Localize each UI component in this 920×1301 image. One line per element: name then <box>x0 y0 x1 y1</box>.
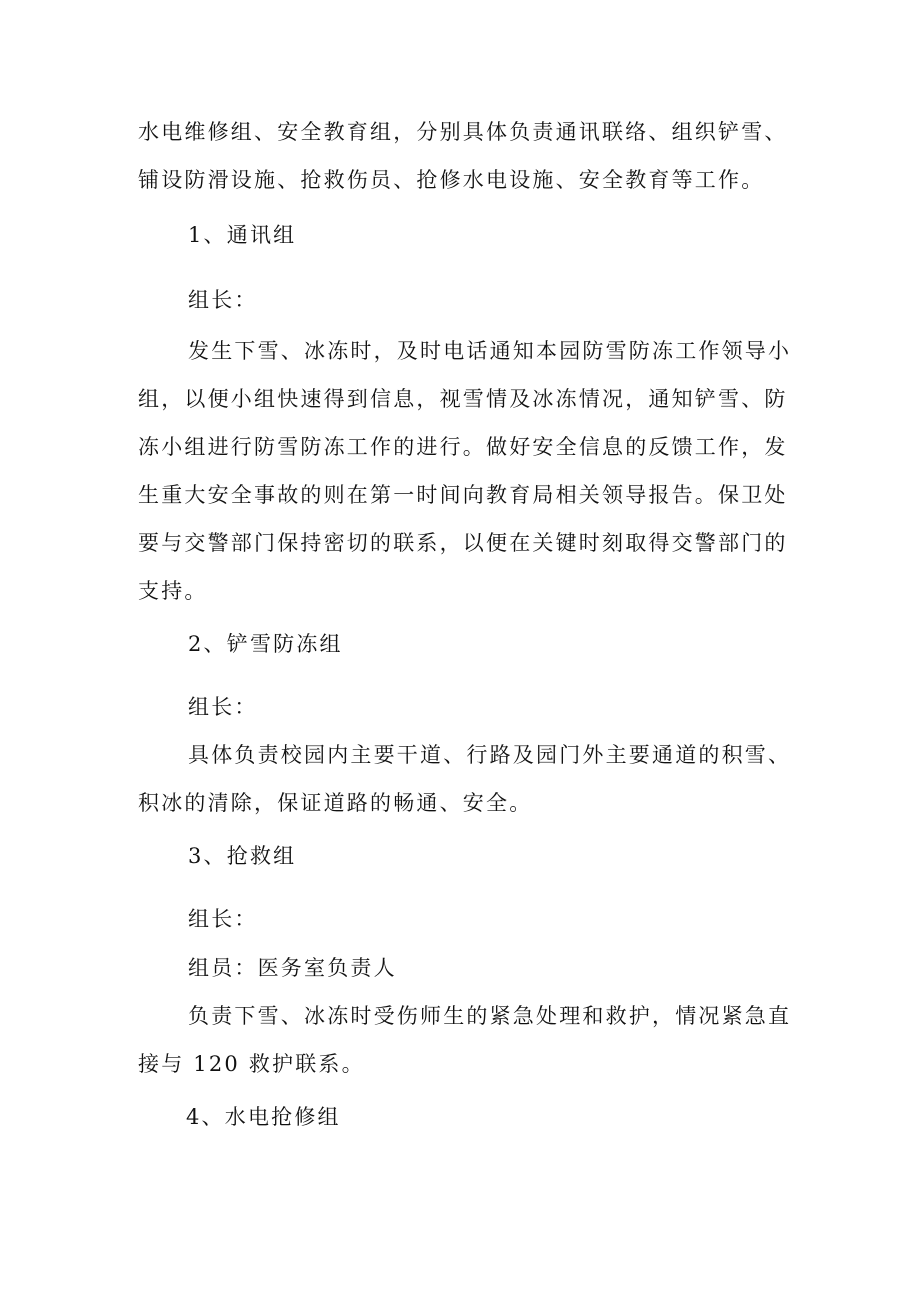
paragraph-line: 具体负责校园内主要干道、行路及园门外主要通道的积雪、 <box>188 743 792 767</box>
paragraph-line: 积冰的清除，保证道路的畅通、安全。 <box>138 791 533 815</box>
section-heading: 4、水电抢修组 <box>186 1105 341 1129</box>
group-member-label: 组员：医务室负责人 <box>188 956 397 980</box>
paragraph-line: 负责下雪、冰冻时受伤师生的紧急处理和救护，情况紧急直 <box>188 1004 792 1028</box>
paragraph-line: 生重大安全事故的则在第一时间向教育局相关领导报告。保卫处 <box>138 483 788 507</box>
group-leader-label: 组长： <box>188 695 258 719</box>
section-heading: 2、铲雪防冻组 <box>188 632 343 656</box>
paragraph-line: 冻小组进行防雪防冻工作的进行。做好安全信息的反馈工作，发 <box>138 435 788 459</box>
paragraph-line: 支持。 <box>138 579 208 603</box>
section-heading: 1、通讯组 <box>188 223 297 247</box>
paragraph-line: 组，以便小组快速得到信息，视雪情及冰冻情况，通知铲雪、防 <box>138 387 788 411</box>
paragraph-line: 发生下雪、冰冻时，及时电话通知本园防雪防冻工作领导小 <box>188 339 792 363</box>
section-heading: 3、抢救组 <box>188 844 297 868</box>
paragraph-line: 接与 120 救护联系。 <box>138 1052 365 1076</box>
paragraph-line: 铺设防滑设施、抢救伤员、抢修水电设施、安全教育等工作。 <box>138 168 765 192</box>
group-leader-label: 组长： <box>188 907 258 931</box>
paragraph-line: 要与交警部门保持密切的联系，以便在关键时刻取得交警部门的 <box>138 531 788 555</box>
group-leader-label: 组长： <box>188 288 258 312</box>
paragraph-line: 水电维修组、安全教育组，分别具体负责通讯联络、组织铲雪、 <box>138 120 788 144</box>
